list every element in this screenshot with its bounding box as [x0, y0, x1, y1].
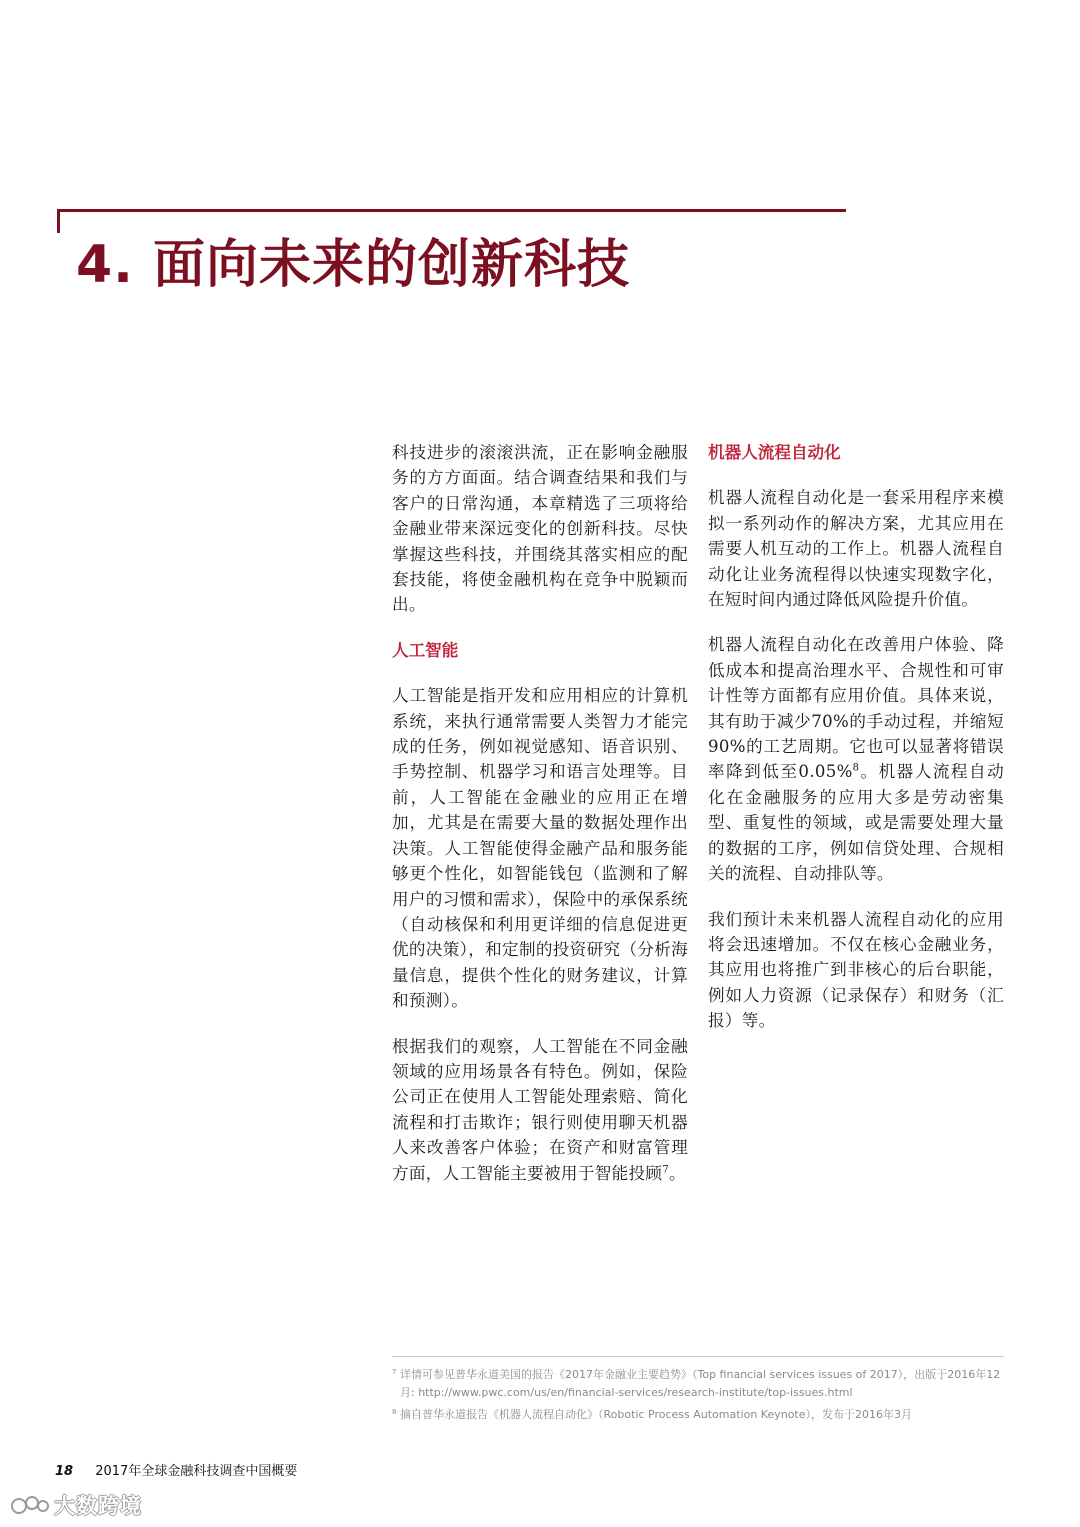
intro-paragraph: 科技进步的滚滚洪流，正在影响金融服务的方方面面。结合调查结果和我们与客户的日常沟通，本章精选了三项将给金融业带来深远变化的创新科技。尽快掌握这些科技，并围绕其落实相应的配套技能，将使金融机构在竞争中脱颖而出。 — [392, 443, 688, 615]
chapter-title: 4. 面向未来的创新科技 — [76, 235, 631, 295]
watermark — [10, 1490, 142, 1520]
watermark-text: 大数跨境 — [54, 1494, 142, 1518]
footnote-text: 摘自普华永道报告《机器人流程自动化》（Robotic Process Automation Keynote），发布于2016年3月 — [400, 1408, 913, 1421]
chapter-frame-top-rule — [57, 209, 846, 212]
ai-section-heading: 人工智能 — [392, 639, 459, 660]
footnote-mark: 7 — [392, 1368, 397, 1376]
footnotes — [392, 1366, 1012, 1428]
chapter-frame-left-rule — [57, 209, 60, 233]
rpa-paragraph-1: 机器人流程自动化是一套采用程序来模拟一系列动作的解决方案，尤其应用在需要人机互动的工作上。机器人流程自动化让业务流程得以快速实现数字化，在短时间内通过降低风险提升价值。 — [708, 488, 1004, 610]
ai-paragraph-2-end: 。 — [668, 1163, 686, 1183]
footnote-ref-7[interactable]: 7 — [662, 1164, 669, 1176]
footnote-8 — [392, 1406, 1012, 1424]
footnote-divider — [392, 1356, 1004, 1357]
ai-paragraph-2 — [392, 1034, 688, 1186]
left-column — [392, 440, 688, 1206]
footnote-7 — [392, 1366, 1012, 1402]
right-column — [708, 440, 1004, 1054]
ai-paragraph-1: 人工智能是指开发和应用相应的计算机系统，来执行通常需要人类智力才能完成的任务，例如视觉感知、语音识别、手势控制、机器学习和语言处理等。目前，人工智能在金融业的应用正在增加，尤其是在需要大量的数据处理作出决策。人工智能使得金融产品和服务能够更个性化，如智能钱包（监测和了解用户的习惯和需求），保险中的承保系统（自动核保和利用更详细的信息促进更优的决策），和定制的投资研究（分析海量信息，提供个性化的财务建议，计算和预测）。 — [392, 686, 688, 1011]
document-title: 2017年全球金融科技调查中国概要 — [95, 1464, 298, 1479]
footnote-ref-8[interactable]: 8 — [852, 762, 860, 774]
watermark-logo-icon — [10, 1492, 50, 1518]
page-footer — [55, 1460, 297, 1479]
ai-paragraph-2-text: 根据我们的观察，人工智能在不同金融领域的应用场景各有特色。例如，保险公司正在使用人工智能处理索赔、简化流程和打击欺诈；银行则使用聊天机器人来改善客户体验；在资产和财富管理方面，人工智能主要被用于智能投顾 — [392, 1036, 688, 1183]
footnote-mark: 8 — [392, 1408, 397, 1416]
rpa-paragraph-2-end: 。机器人流程自动化在金融服务的应用大多是劳动密集型、重复性的领域，或是需要处理大量的数据的工序，例如信贷处理、合规相关的流程、自动排队等。 — [708, 762, 1004, 884]
rpa-paragraph-2 — [708, 632, 1004, 886]
rpa-paragraph-2-text: 机器人流程自动化在改善用户体验、降低成本和提高治理水平、合规性和可审计性等方面都有应用价值。具体来说，其有助于减少70%的手动过程，并缩短90%的工艺周期。它也可以显著将错误率降到低至0.05% — [708, 635, 1004, 782]
footnote-text: 详情可参见普华永道美国的报告《2017年金融业主要趋势》（Top financial services issues of 2017），出版于2016年12月: http://www.pwc.com/us/en/financial-services/research-institute/top-issues.html — [400, 1368, 1001, 1399]
page-number: 18 — [55, 1464, 74, 1479]
rpa-paragraph-3: 我们预计未来机器人流程自动化的应用将会迅速增加。不仅在核心金融业务，其应用也将推广到非核心的后台职能，例如人力资源（记录保存）和财务（汇报）等。 — [708, 909, 1004, 1031]
rpa-section-heading: 机器人流程自动化 — [708, 442, 841, 462]
